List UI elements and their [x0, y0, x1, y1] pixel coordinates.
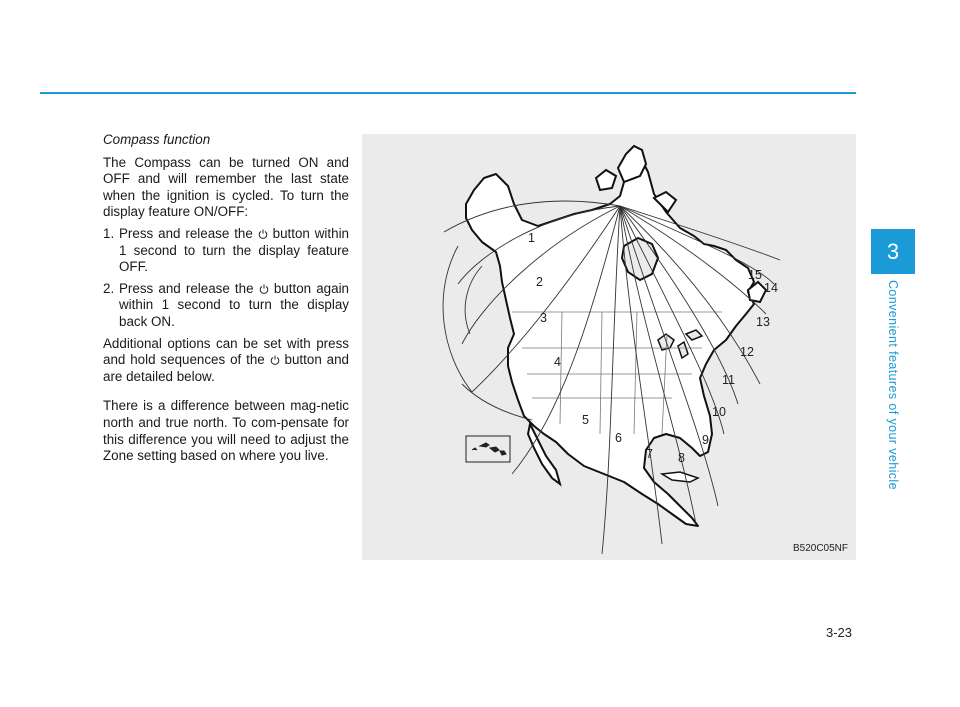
continent-outline: [466, 152, 754, 526]
chapter-tab: 3: [871, 229, 915, 274]
step-1: [103, 226, 349, 276]
top-rule: [40, 92, 856, 94]
zone-label-3: 3: [540, 311, 547, 325]
zone-label-13: 13: [756, 315, 770, 329]
zone-label-12: 12: [740, 345, 754, 359]
step-2-text-before: Press and release the: [119, 280, 254, 296]
step-1-number: 1.: [103, 225, 115, 241]
additional-text-before: Additional options can be set with press and hold sequences of the: [103, 335, 349, 368]
additional-paragraph: [103, 336, 349, 386]
power-icon: [258, 229, 268, 239]
power-icon: [270, 355, 280, 365]
page-number: 3-23: [826, 625, 853, 640]
zone-label-9: 9: [702, 433, 709, 447]
step-1-text-after: button within 1 second to turn the display feature OFF.: [119, 225, 349, 275]
zone-label-11: 11: [722, 373, 735, 387]
step-2-text-after: button again within 1 second to turn the display back ON.: [119, 280, 349, 329]
cuba: [662, 472, 698, 482]
difference-paragraph: There is a difference between mag-netic north and true north. To com-pensate for this difference you will need to adjust the Zone setting based on where you live.: [103, 398, 349, 464]
zone-label-1: 1: [528, 231, 535, 245]
zone-label-6: 6: [615, 431, 622, 445]
zone-label-7: 7: [646, 447, 653, 461]
section-heading: Compass function: [103, 132, 211, 147]
step-2: [103, 281, 349, 331]
north-america-map: [362, 134, 856, 560]
zone-label-14: 14: [764, 281, 778, 295]
arctic-island: [596, 170, 616, 190]
figure-code: B520C05NF: [792, 543, 848, 554]
zone-label-4: 4: [554, 355, 561, 369]
zone-label-5: 5: [582, 413, 589, 427]
chapter-title: Convenient features of your vehicle: [886, 280, 900, 490]
zone-label-8: 8: [678, 451, 685, 465]
additional-text-after: button and are detailed below.: [103, 352, 349, 384]
zone-label-15: 15: [748, 268, 762, 282]
hawaii-islands: [472, 443, 506, 455]
zone-label-10: 10: [712, 405, 726, 419]
step-1-text-before: Press and release the: [119, 225, 253, 241]
zone-label-2: 2: [536, 275, 543, 289]
intro-paragraph: The Compass can be turned ON and OFF and will remember the last state when the ignition is cycled. To turn the display feature ON/OFF:: [103, 154, 349, 220]
power-icon: [259, 284, 269, 294]
compass-zone-map: [362, 134, 856, 560]
text-column: [103, 132, 349, 470]
step-2-number: 2.: [103, 280, 115, 296]
